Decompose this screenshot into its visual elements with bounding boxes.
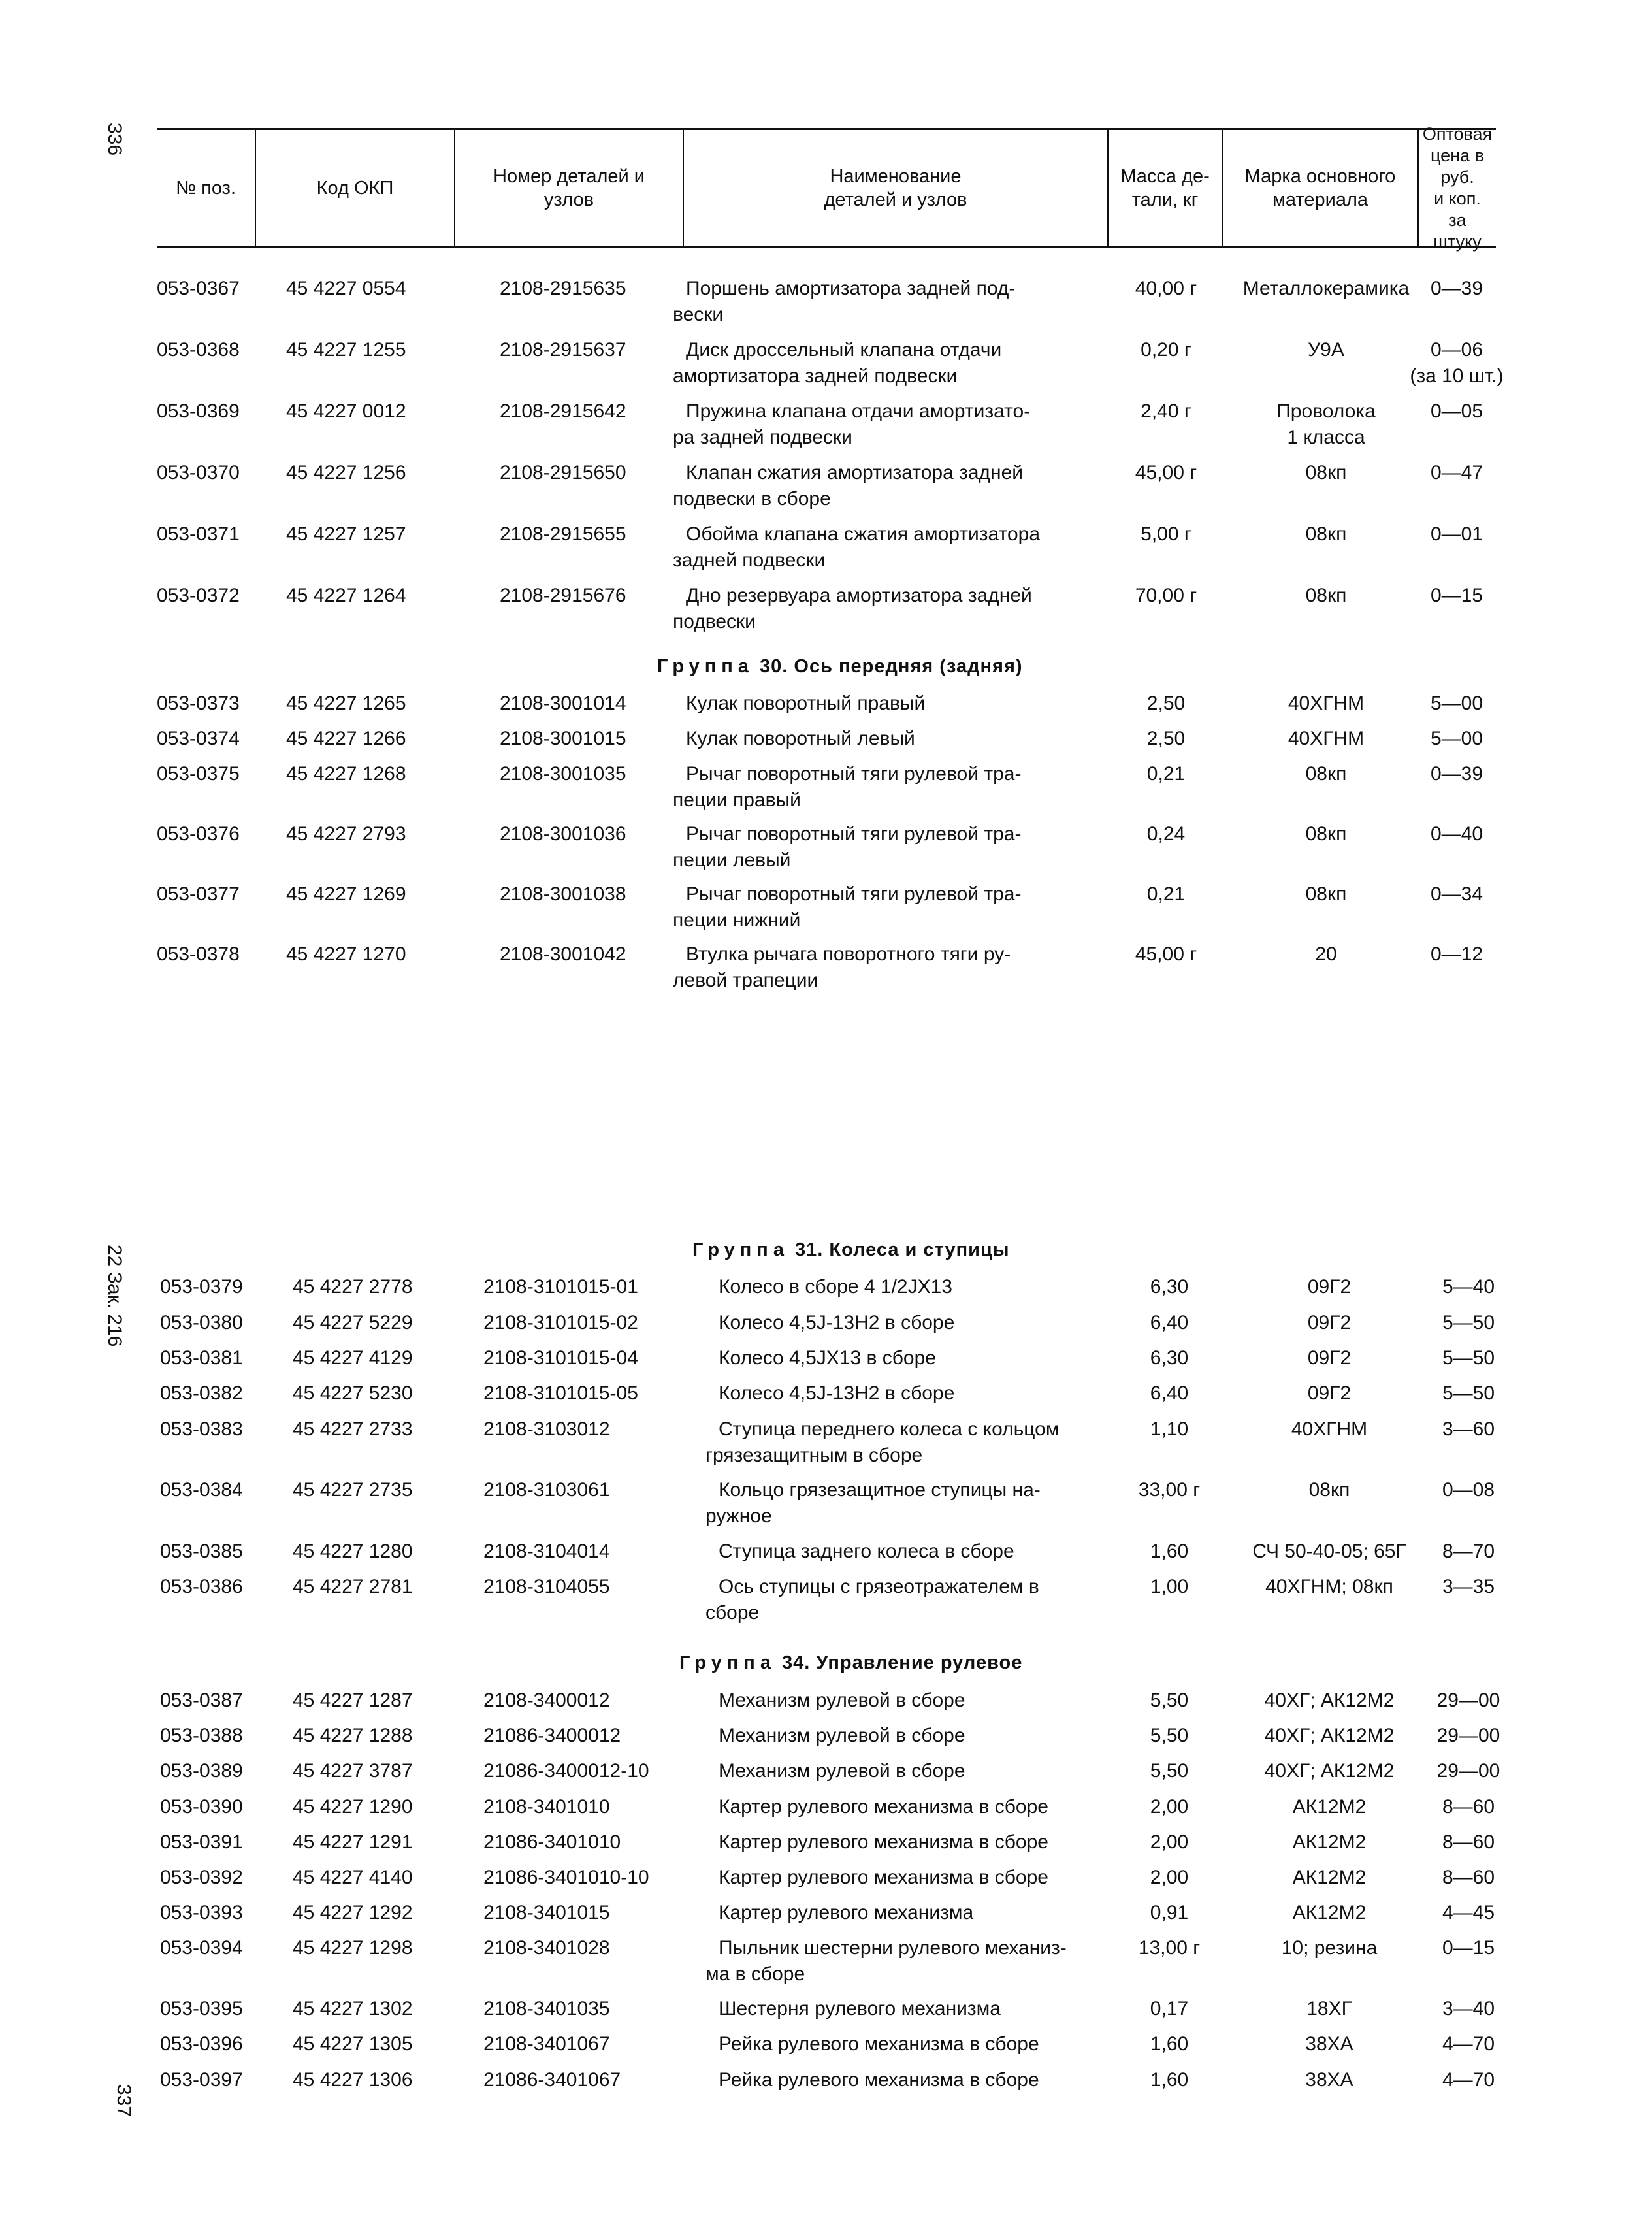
cell-material: 09Г2 [1307,1276,1352,1298]
cell-number: 2108-3101015-04 [483,1347,638,1369]
cell-number: 21086-3401010-10 [483,1867,649,1888]
cell-okp: 45 4227 4129 [293,1347,413,1369]
cell-name: Кулак поворотный левый [686,728,915,749]
cell-name-cont: пеции правый [673,789,801,811]
cell-number: 2108-2915650 [500,462,626,483]
cell-name: Ось ступицы с грязеотражателем в [719,1576,1039,1597]
cell-pos: 053-0373 [157,693,240,714]
cell-okp: 45 4227 1291 [293,1831,413,1853]
cell-name-cont: вески [673,304,724,325]
cell-mass: 0,20 г [1141,339,1191,361]
cell-okp: 45 4227 5230 [293,1382,413,1404]
cell-name-cont: амортизатора задней подвески [673,365,958,387]
cell-pos: 053-0388 [160,1725,243,1746]
cell-price: 8—60 [1442,1831,1495,1853]
cell-mass: 2,50 [1146,728,1186,749]
cell-name-cont: ра задней подвески [673,427,852,448]
cell-material: СЧ 50-40-05; 65Г [1252,1541,1406,1562]
cell-material: 08кп [1305,585,1347,606]
cell-name: Обойма клапана сжатия амортизатора [686,523,1041,545]
cell-pos: 053-0386 [160,1576,243,1597]
cell-okp: 45 4227 1305 [293,2033,413,2055]
cell-price: 0—05 [1430,400,1483,422]
cell-price: 0—01 [1430,523,1483,545]
cell-material-cont: 1 класса [1287,427,1365,448]
cell-number: 2108-3101015-05 [483,1382,638,1404]
cell-okp: 45 4227 1270 [286,943,406,965]
cell-name: Поршень амортизатора задней под- [686,278,1016,299]
cell-number: 2108-3401010 [483,1796,610,1818]
cell-pos: 053-0372 [157,585,240,606]
cell-number: 2108-2915635 [500,278,626,299]
cell-name-cont: левой трапеции [673,970,818,991]
cell-mass: 0,17 [1150,1998,1189,2019]
cell-mass: 1,10 [1150,1418,1189,1440]
cell-number: 2108-3400012 [483,1690,610,1711]
cell-number: 2108-2915642 [500,400,626,422]
cell-material: 08кп [1305,763,1347,785]
cell-okp: 45 4227 2793 [286,823,406,845]
cell-okp: 45 4227 2778 [293,1276,413,1298]
cell-material: 40ХГНМ [1291,1418,1368,1440]
cell-mass: 5,00 г [1141,523,1191,545]
cell-material: 08кп [1305,523,1347,545]
cell-okp: 45 4227 1306 [293,2069,413,2091]
cell-number: 2108-3104055 [483,1576,610,1597]
cell-number: 2108-2915637 [500,339,626,361]
cell-mass: 5,50 [1150,1760,1189,1782]
cell-material: 08кп [1308,1479,1350,1501]
header-mass: Масса де- тали, кг [1107,130,1222,246]
cell-name: Пыльник шестерни рулевого механиз- [719,1937,1067,1959]
cell-material: АК12М2 [1292,1902,1367,1923]
cell-okp: 45 4227 1298 [293,1937,413,1959]
cell-number: 2108-3001015 [500,728,626,749]
cell-material: 09Г2 [1307,1312,1352,1333]
cell-pos: 053-0395 [160,1998,243,2019]
cell-price: 8—70 [1442,1541,1495,1562]
cell-name: Кольцо грязезащитное ступицы на- [719,1479,1041,1501]
cell-price: 29—00 [1436,1760,1500,1782]
cell-number: 2108-3101015-02 [483,1312,638,1333]
cell-material: 38ХА [1305,2069,1353,2091]
cell-mass: 5,50 [1150,1690,1189,1711]
cell-name: Картер рулевого механизма в сборе [719,1796,1048,1818]
cell-okp: 45 4227 1255 [286,339,406,361]
cell-material: 40ХГ; АК12М2 [1264,1690,1395,1711]
cell-price: 0—34 [1430,883,1483,905]
cell-pos: 053-0389 [160,1760,243,1782]
cell-price: 8—60 [1442,1867,1495,1888]
cell-mass: 45,00 г [1135,462,1197,483]
cell-mass: 6,30 [1150,1276,1189,1298]
cell-number: 2108-3001014 [500,693,626,714]
cell-material: 09Г2 [1307,1347,1352,1369]
cell-name-cont: сборе [705,1602,760,1624]
cell-mass: 5,50 [1150,1725,1189,1746]
cell-mass: 6,30 [1150,1347,1189,1369]
cell-pos: 053-0371 [157,523,240,545]
cell-pos: 053-0379 [160,1276,243,1298]
cell-number: 21086-3400012 [483,1725,621,1746]
cell-okp: 45 4227 1257 [286,523,406,545]
cell-price: 0—47 [1430,462,1483,483]
table-header [157,124,1496,252]
cell-name: Ступица заднего колеса в сборе [719,1541,1014,1562]
cell-pos: 053-0367 [157,278,240,299]
cell-okp: 45 4227 1264 [286,585,406,606]
cell-okp: 45 4227 1292 [293,1902,413,1923]
cell-name: Колесо 4,5JX13 в сборе [719,1347,936,1369]
cell-name: Картер рулевого механизма в сборе [719,1867,1048,1888]
cell-price: 3—60 [1442,1418,1495,1440]
header-number: Номер деталей и узлов [454,130,683,246]
cell-price: 29—00 [1436,1725,1500,1746]
cell-material: АК12М2 [1292,1796,1367,1818]
cell-material: 08кп [1305,883,1347,905]
cell-name: Пружина клапана отдачи амортизато- [686,400,1031,422]
cell-okp: 45 4227 1265 [286,693,406,714]
cell-mass: 2,00 [1150,1867,1189,1888]
cell-okp: 45 4227 1269 [286,883,406,905]
cell-price: 0—15 [1442,1937,1495,1959]
cell-material: АК12М2 [1292,1867,1367,1888]
cell-name-cont: грязезащитным в сборе [705,1445,923,1466]
header-okp: Код ОКП [255,130,454,246]
cell-material: 09Г2 [1307,1382,1352,1404]
cell-price: 8—60 [1442,1796,1495,1818]
cell-name: Клапан сжатия амортизатора задней [686,462,1024,483]
cell-mass: 1,60 [1150,2033,1189,2055]
cell-material: АК12М2 [1292,1831,1367,1853]
cell-mass: 2,00 [1150,1796,1189,1818]
cell-material: 40ХГНМ [1288,728,1365,749]
cell-okp: 45 4227 1256 [286,462,406,483]
cell-material: 40ХГ; АК12М2 [1264,1760,1395,1782]
cell-okp: 45 4227 2735 [293,1479,413,1501]
cell-number: 2108-2915655 [500,523,626,545]
cell-mass: 0,21 [1146,763,1186,785]
cell-price: 0—06 [1430,339,1483,361]
cell-pos: 053-0370 [157,462,240,483]
cell-okp: 45 4227 2781 [293,1576,413,1597]
cell-okp: 45 4227 1266 [286,728,406,749]
cell-price: 0—39 [1430,278,1483,299]
cell-price: 3—40 [1442,1998,1495,2019]
cell-number: 21086-3401067 [483,2069,621,2091]
header-name: Наименование деталей и узлов [683,130,1107,246]
cell-number: 2108-3401028 [483,1937,610,1959]
cell-material: 18ХГ [1306,1998,1352,2019]
cell-material: 40ХГНМ; 08кп [1265,1576,1393,1597]
cell-pos: 053-0393 [160,1902,243,1923]
cell-number: 21086-3401010 [483,1831,621,1853]
cell-number: 21086-3400012-10 [483,1760,649,1782]
header-price: Оптовая цена в руб. и коп. за штуку [1417,130,1496,246]
cell-price: 4—70 [1442,2033,1495,2055]
cell-pos: 053-0397 [160,2069,243,2091]
cell-price: 0—12 [1430,943,1483,965]
cell-price-cont: (за 10 шт.) [1410,365,1504,387]
cell-name-cont: пеции нижний [673,909,801,931]
cell-name: Колесо 4,5J-13H2 в сборе [719,1382,955,1404]
cell-number: 2108-3001036 [500,823,626,845]
cell-material: 08кп [1305,823,1347,845]
cell-material: 40ХГ; АК12М2 [1264,1725,1395,1746]
cell-name: Рычаг поворотный тяги рулевой тра- [686,883,1022,905]
cell-name-cont: ружное [705,1505,772,1527]
cell-price: 29—00 [1436,1690,1500,1711]
cell-pos: 053-0392 [160,1867,243,1888]
cell-pos: 053-0375 [157,763,240,785]
cell-name: Рейка рулевого механизма в сборе [719,2033,1039,2055]
cell-number: 2108-3103012 [483,1418,610,1440]
cell-okp: 45 4227 0554 [286,278,406,299]
cell-pos: 053-0369 [157,400,240,422]
cell-price: 0—39 [1430,763,1483,785]
cell-number: 2108-3401067 [483,2033,610,2055]
cell-pos: 053-0376 [157,823,240,845]
page-number-bottom: 337 [113,2084,135,2117]
cell-name: Рычаг поворотный тяги рулевой тра- [686,823,1022,845]
cell-price: 5—40 [1442,1276,1495,1298]
cell-name: Колесо в сборе 4 1/2JX13 [719,1276,952,1298]
cell-okp: 45 4227 1288 [293,1725,413,1746]
cell-name-cont: ма в сборе [705,1963,805,1985]
cell-price: 0—40 [1430,823,1483,845]
cell-name: Рейка рулевого механизма в сборе [719,2069,1039,2091]
side-note: 22 Зак. 216 [104,1245,125,1347]
cell-pos: 053-0396 [160,2033,243,2055]
cell-pos: 053-0384 [160,1479,243,1501]
cell-number: 2108-3401035 [483,1998,610,2019]
cell-name: Шестерня рулевого механизма [719,1998,1001,2019]
cell-number: 2108-3101015-01 [483,1276,638,1298]
cell-pos: 053-0368 [157,339,240,361]
cell-number: 2108-3103061 [483,1479,610,1501]
cell-number: 2108-3001042 [500,943,626,965]
cell-pos: 053-0374 [157,728,240,749]
cell-name: Рычаг поворотный тяги рулевой тра- [686,763,1022,785]
cell-material: 40ХГНМ [1288,693,1365,714]
cell-okp: 45 4227 1302 [293,1998,413,2019]
cell-mass: 2,50 [1146,693,1186,714]
cell-price: 5—50 [1442,1382,1495,1404]
cell-material: У9А [1308,339,1344,361]
cell-mass: 2,40 г [1141,400,1191,422]
cell-okp: 45 4227 1280 [293,1541,413,1562]
page-number-top: 336 [104,123,125,156]
cell-name-cont: задней подвески [673,549,826,571]
cell-mass: 0,24 [1146,823,1186,845]
cell-mass: 33,00 г [1138,1479,1201,1501]
cell-mass: 6,40 [1150,1382,1189,1404]
cell-number: 2108-2915676 [500,585,626,606]
cell-name-cont: пеции левый [673,849,791,871]
cell-price: 0—08 [1442,1479,1495,1501]
cell-okp: 45 4227 1290 [293,1796,413,1818]
cell-number: 2108-3401015 [483,1902,610,1923]
cell-price: 4—70 [1442,2069,1495,2091]
cell-pos: 053-0390 [160,1796,243,1818]
cell-material: Проволока [1276,400,1376,422]
cell-mass: 40,00 г [1135,278,1197,299]
cell-name: Дно резервуара амортизатора задней [686,585,1032,606]
cell-name: Механизм рулевой в сборе [719,1760,965,1782]
group-34-heading: Группа 34. Управление рулевое [679,1652,1023,1673]
cell-mass: 6,40 [1150,1312,1189,1333]
cell-okp: 45 4227 5229 [293,1312,413,1333]
cell-pos: 053-0378 [157,943,240,965]
cell-pos: 053-0387 [160,1690,243,1711]
cell-number: 2108-3104014 [483,1541,610,1562]
cell-mass: 1,00 [1150,1576,1189,1597]
cell-price: 0—15 [1430,585,1483,606]
cell-pos: 053-0385 [160,1541,243,1562]
cell-name: Кулак поворотный правый [686,693,926,714]
cell-name: Картер рулевого механизма в сборе [719,1831,1048,1853]
cell-material: Металлокерамика [1242,278,1410,299]
cell-mass: 45,00 г [1135,943,1197,965]
cell-material: 10; резина [1281,1937,1378,1959]
cell-name: Ступица переднего колеса с кольцом [719,1418,1060,1440]
cell-okp: 45 4227 1268 [286,763,406,785]
header-material: Марка основного материала [1222,130,1417,246]
group-31-heading: Группа 31. Колеса и ступицы [692,1239,1010,1260]
cell-mass: 0,21 [1146,883,1186,905]
cell-okp: 45 4227 1287 [293,1690,413,1711]
cell-okp: 45 4227 2733 [293,1418,413,1440]
cell-okp: 45 4227 4140 [293,1867,413,1888]
cell-mass: 13,00 г [1138,1937,1201,1959]
cell-name: Колесо 4,5J-13H2 в сборе [719,1312,955,1333]
cell-pos: 053-0380 [160,1312,243,1333]
cell-material: 08кп [1305,462,1347,483]
group-30-heading: Группа 30. Ось передняя (задняя) [657,656,1023,677]
cell-price: 5—00 [1430,693,1483,714]
cell-name: Диск дроссельный клапана отдачи [686,339,1002,361]
cell-price: 3—35 [1442,1576,1495,1597]
cell-pos: 053-0382 [160,1382,243,1404]
cell-pos: 053-0383 [160,1418,243,1440]
cell-pos: 053-0381 [160,1347,243,1369]
cell-price: 5—00 [1430,728,1483,749]
cell-pos: 053-0394 [160,1937,243,1959]
cell-mass: 1,60 [1150,2069,1189,2091]
cell-okp: 45 4227 3787 [293,1760,413,1782]
cell-name: Втулка рычага поворотного тяги ру- [686,943,1011,965]
cell-number: 2108-3001035 [500,763,626,785]
cell-material: 38ХА [1305,2033,1353,2055]
cell-name-cont: подвески [673,611,756,632]
cell-name: Картер рулевого механизма [719,1902,974,1923]
cell-pos: 053-0377 [157,883,240,905]
cell-mass: 0,91 [1150,1902,1189,1923]
cell-name: Механизм рулевой в сборе [719,1725,965,1746]
cell-okp: 45 4227 0012 [286,400,406,422]
cell-mass: 1,60 [1150,1541,1189,1562]
header-pos: № поз. [175,178,236,199]
cell-price: 5—50 [1442,1312,1495,1333]
cell-mass: 2,00 [1150,1831,1189,1853]
cell-price: 5—50 [1442,1347,1495,1369]
cell-name: Механизм рулевой в сборе [719,1690,965,1711]
cell-name-cont: подвески в сборе [673,488,831,510]
cell-mass: 70,00 г [1135,585,1197,606]
cell-material: 20 [1315,943,1337,965]
cell-number: 2108-3001038 [500,883,626,905]
cell-pos: 053-0391 [160,1831,243,1853]
cell-price: 4—45 [1442,1902,1495,1923]
